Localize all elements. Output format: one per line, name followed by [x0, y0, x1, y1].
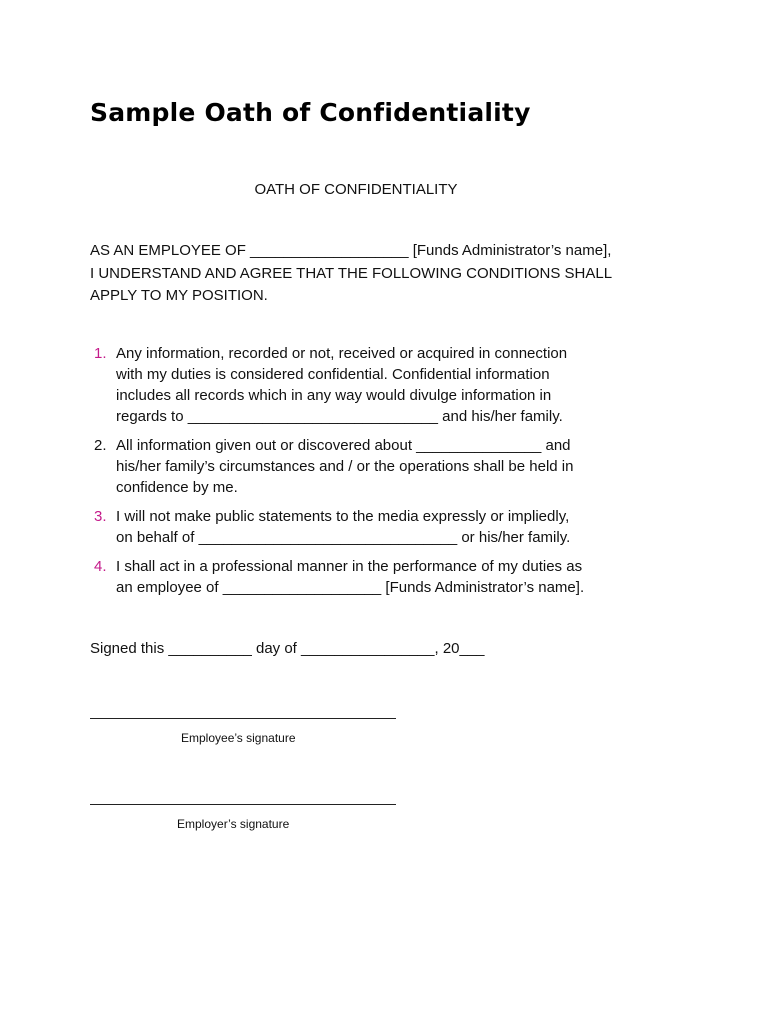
intro-paragraph [90, 240, 650, 308]
clause-item-4 [90, 556, 650, 598]
clause-line: with my duties is considered confidential. Confidential information [116, 366, 550, 383]
clause-line: Any information, recorded or not, received or acquired in connection [116, 345, 568, 362]
intro-line: AS AN EMPLOYEE OF ___________________ [Funds Administrator’s name], [90, 242, 612, 259]
clause-line: regards to ______________________________ and his/her family. [116, 408, 563, 425]
clause-number: 2. [94, 437, 107, 454]
employee-signature-label: Employee’s signature [181, 731, 296, 745]
clause-number: 4. [94, 558, 107, 575]
employer-signature-label: Employer’s signature [177, 817, 290, 831]
clause-line: on behalf of _______________________________ or his/her family. [116, 529, 571, 546]
intro-line: APPLY TO MY POSITION. [90, 287, 268, 304]
document-title: Sample Oath of Confidentiality [90, 98, 531, 127]
employer-signature-line [90, 804, 396, 805]
employee-signature-line [90, 718, 396, 719]
intro-line: I UNDERSTAND AND AGREE THAT THE FOLLOWING CONDITIONS SHALL [90, 264, 613, 282]
clause-line: All information given out or discovered about _______________ and [116, 437, 571, 454]
clause-item-3 [90, 506, 650, 548]
clause-item-2 [90, 435, 650, 498]
clause-line: includes all records which in any way would divulge information in [116, 387, 552, 404]
clause-line: confidence by me. [116, 479, 238, 496]
clause-line: an employee of ___________________ [Funds Administrator’s name]. [116, 579, 585, 596]
clause-number: 3. [94, 508, 107, 525]
oath-heading: OATH OF CONFIDENTIALITY [254, 181, 458, 198]
clause-line: I will not make public statements to the media expressly or impliedly, [116, 508, 570, 525]
clause-number: 1. [94, 345, 107, 362]
clause-line: his/her family’s circumstances and / or the operations shall be held in [116, 458, 574, 475]
clause-item-1 [90, 343, 650, 427]
clause-list [90, 343, 650, 606]
signed-date-line: Signed this __________ day of ________________, 20___ [90, 640, 485, 657]
clause-line: I shall act in a professional manner in the performance of my duties as [116, 558, 583, 575]
